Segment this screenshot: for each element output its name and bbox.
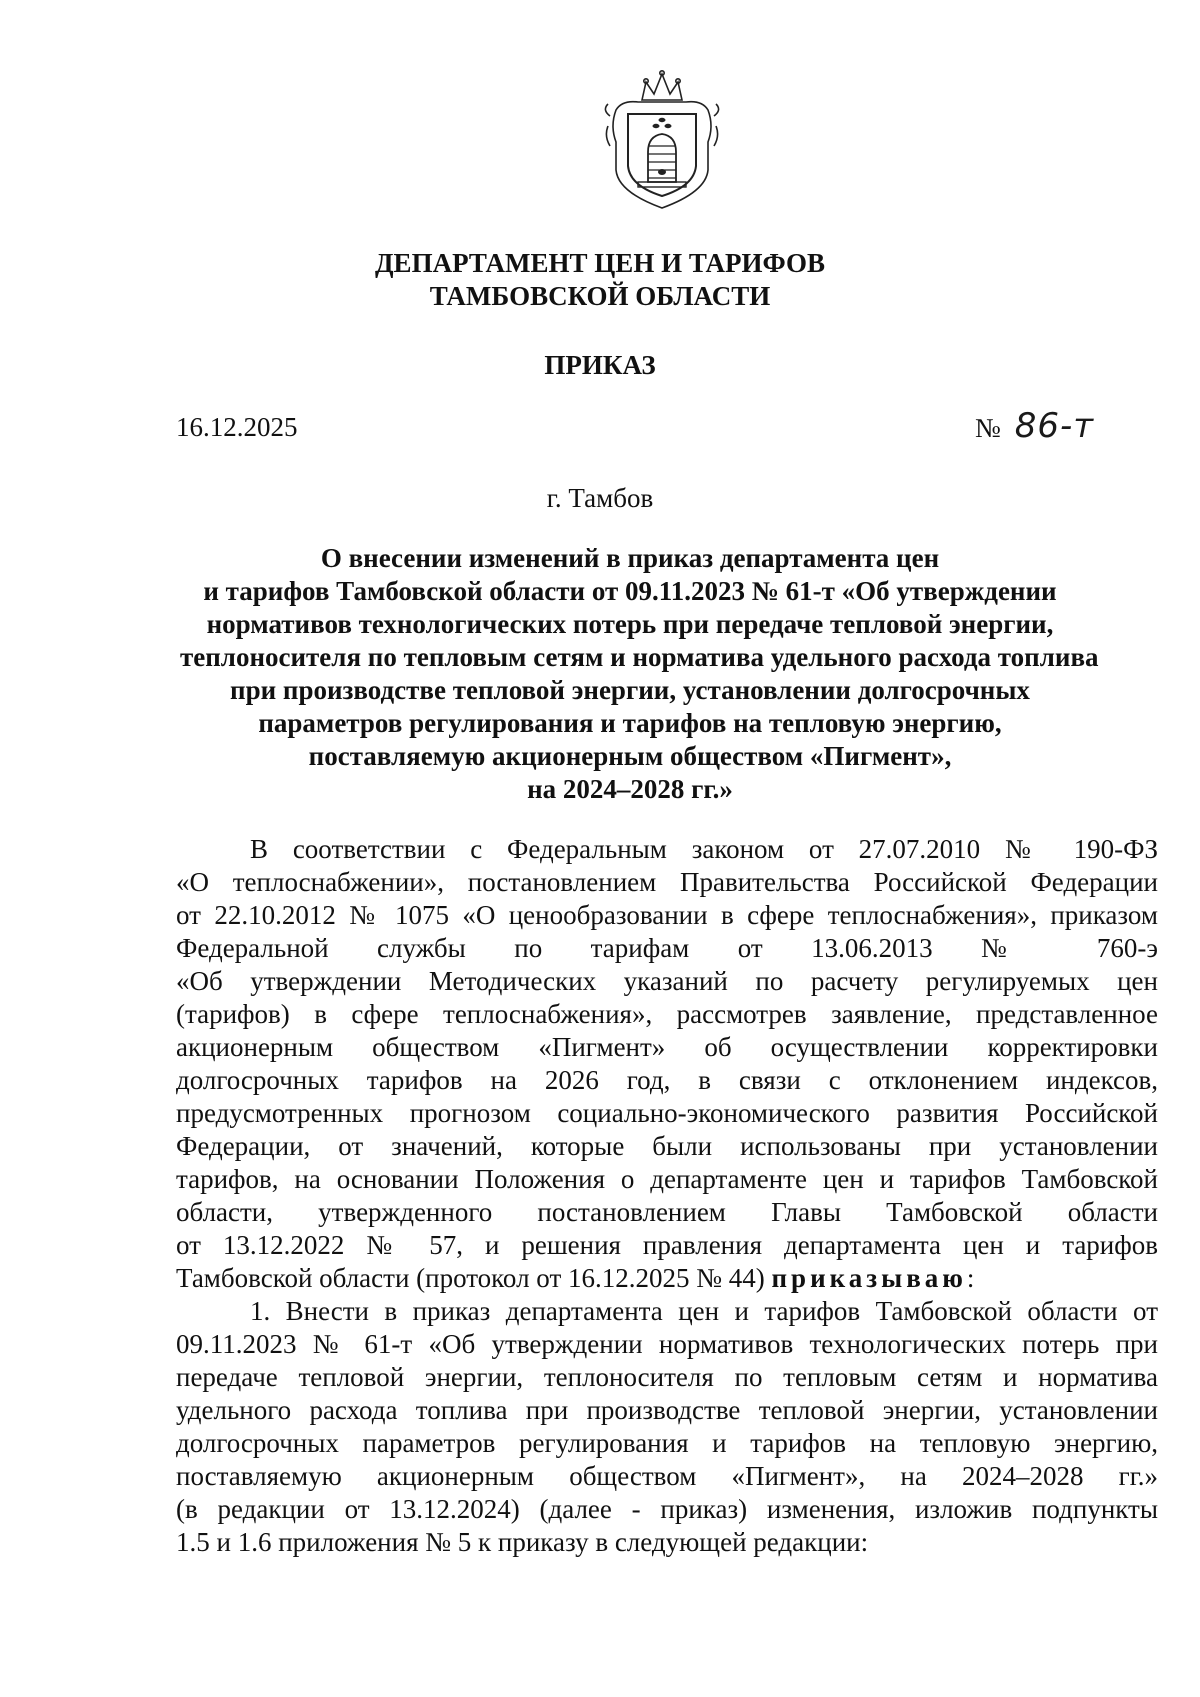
paragraph-line: долгосрочных параметров регулирования и тарифов на тепловую энергию, — [176, 1428, 1158, 1458]
order-number — [975, 406, 1094, 446]
title-line: О внесении изменений в приказ департамента цен — [320, 543, 940, 573]
paragraph-line: поставляемую акционерным обществом «Пигмент», на 2024–2028 гг.» — [176, 1461, 1158, 1491]
paragraph-line: области, утвержденного постановлением Главы Тамбовской области — [176, 1197, 1158, 1227]
paragraph-line: «Об утверждении Методических указаний по расчету регулируемых цен — [176, 966, 1158, 996]
paragraph-line: (в редакции от 13.12.2024) (далее - приказ) изменения, изложив подпункты — [176, 1494, 1158, 1524]
paragraph-text: Тамбовской области (протокол от 16.12.2025 № 44) — [176, 1263, 772, 1293]
title-line: и тарифов Тамбовской области от 09.11.2023 № 61-т «Об утверждении — [203, 576, 1057, 606]
order-date: 16.12.2025 — [176, 412, 298, 442]
paragraph-line: Федеральной службы по тарифам от 13.06.2013 № 760-э — [176, 933, 1158, 963]
title-line: нормативов технологических потерь при передаче тепловой энергии, — [206, 609, 1054, 639]
title-line: при производстве тепловой энергии, установлении долгосрочных — [230, 675, 1030, 705]
title-line: теплоносителя по тепловым сетям и норматива удельного расхода топлива — [180, 642, 1099, 672]
paragraph-line: 1. Внести в приказ департамента цен и тарифов Тамбовской области от — [250, 1296, 1158, 1326]
handwritten-order-number: 86-т — [1014, 406, 1095, 446]
department-name-line2: ТАМБОВСКОЙ ОБЛАСТИ — [429, 281, 771, 311]
order-verb: приказываю — [771, 1263, 967, 1293]
paragraph-last-line: 1.5 и 1.6 приложения № 5 к приказу в следующей редакции: — [176, 1527, 869, 1557]
paragraph-line: (тарифов) в сфере теплоснабжения», рассмотрев заявление, представленное — [176, 999, 1158, 1029]
order-body — [176, 833, 1158, 1559]
paragraph-line: предусмотренных прогнозом социально-экономического развития Российской — [176, 1098, 1158, 1128]
paragraph-line: Федерации, от значений, которые были использованы при установлении — [176, 1131, 1158, 1161]
title-line: поставляемую акционерным обществом «Пигмент», — [308, 741, 952, 771]
title-line: на 2024–2028 гг.» — [527, 774, 733, 804]
paragraph-line: «О теплоснабжении», постановлением Правительства Российской Федерации — [176, 867, 1158, 897]
document-type: ПРИКАЗ — [544, 350, 656, 380]
city: г. Тамбов — [546, 483, 654, 513]
department-name-line1: ДЕПАРТАМЕНТ ЦЕН И ТАРИФОВ — [374, 248, 826, 278]
tambov-coat-of-arms-icon — [598, 66, 726, 214]
paragraph-line: В соответствии с Федеральным законом от 27.07.2010 № 190-ФЗ — [250, 834, 1158, 864]
paragraph-line: от 22.10.2012 № 1075 «О ценообразовании в сфере теплоснабжения», приказом — [176, 900, 1158, 930]
paragraph-line: от 13.12.2022 № 57, и решения правления департамента цен и тарифов — [176, 1230, 1158, 1260]
paragraph-line: 09.11.2023 № 61-т «Об утверждении нормативов технологических потерь при — [176, 1329, 1158, 1359]
paragraph-last-line — [176, 1262, 1158, 1295]
title-line: параметров регулирования и тарифов на тепловую энергию, — [258, 708, 1002, 738]
number-sign: № — [975, 413, 1001, 443]
colon: : — [966, 1263, 975, 1293]
order-title — [180, 542, 1099, 806]
paragraph-line: акционерным обществом «Пигмент» об осуществлении корректировки — [176, 1032, 1158, 1062]
paragraph-line: удельного расхода топлива при производстве тепловой энергии, установлении — [176, 1395, 1158, 1425]
paragraph-line: тарифов, на основании Положения о департаменте цен и тарифов Тамбовской — [176, 1164, 1158, 1194]
paragraph-line: долгосрочных тарифов на 2026 год, в связи с отклонением индексов, — [176, 1065, 1158, 1095]
paragraph-line: передаче тепловой энергии, теплоносителя по тепловым сетям и норматива — [176, 1362, 1158, 1392]
